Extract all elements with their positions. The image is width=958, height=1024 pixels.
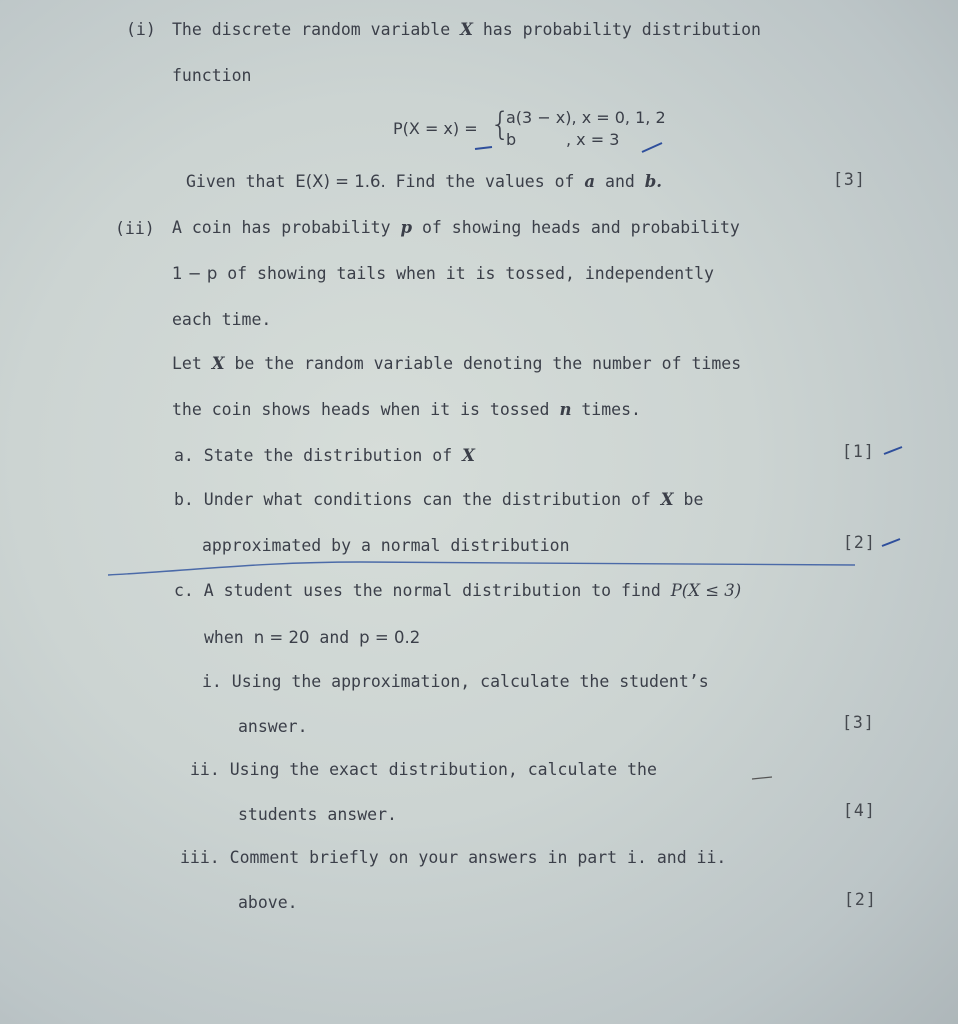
b-marks: [2]	[843, 533, 876, 552]
part-i-line1-text: The discrete random variable	[172, 20, 451, 39]
l5a: the coin shows heads when it is tossed	[172, 400, 550, 419]
pen-tick-1	[475, 147, 492, 149]
l5b: times.	[581, 400, 641, 419]
c-expr: P(X ≤ 3)	[670, 581, 742, 600]
l5n: n	[559, 400, 572, 419]
l4x: X	[211, 354, 225, 373]
part-i-marks: [3]	[833, 170, 866, 189]
cii-marks: [4]	[843, 801, 876, 820]
given-a: a	[584, 172, 596, 191]
question-cii-line1: ii. Using the exact distribution, calculate the	[190, 760, 657, 779]
pen-tick-4	[882, 539, 900, 546]
pen-tick-2	[642, 143, 662, 152]
question-ciii-line2: above.	[238, 893, 298, 912]
b-text: b. Under what conditions can the distribution of	[174, 490, 651, 509]
question-b-line2: approximated by a normal distribution	[202, 536, 570, 555]
brace: {	[490, 105, 511, 143]
question-ciii-line1: iii. Comment briefly on your answers in part i. and ii.	[180, 848, 727, 867]
part-ii-line3: each time.	[172, 310, 272, 329]
part-i-line2: function	[172, 66, 252, 85]
pmf-case1: a(3 − x), x = 0, 1, 2	[506, 108, 666, 127]
part-i-label: (i)	[126, 20, 156, 39]
a-text: a. State the distribution of	[174, 446, 453, 465]
question-ci-line2: answer.	[238, 717, 308, 736]
c-when: when	[204, 628, 244, 647]
l4b: be the random variable denoting the number of times	[234, 354, 742, 373]
pen-underline	[108, 562, 855, 575]
a-marks: [1]	[842, 442, 875, 461]
pmf-case2-b: b	[506, 130, 517, 149]
given-and: and	[605, 172, 635, 191]
c-and: and	[319, 628, 350, 647]
pmf-case2-cond: , x = 3	[566, 130, 620, 149]
b-x: X	[660, 490, 674, 509]
given-prefix: Given that	[186, 172, 286, 191]
a-x: X	[462, 446, 475, 465]
part-i-line1-end: has probability distribution	[482, 20, 761, 39]
ci-marks: [3]	[842, 713, 875, 732]
l1b: of showing heads and probability	[421, 218, 740, 237]
var-x: X	[460, 20, 473, 39]
question-ci-line1: i. Using the approximation, calculate the student’s	[202, 672, 709, 691]
var-p: p	[400, 218, 413, 237]
question-cii-line2: students answer.	[238, 805, 397, 824]
given-mid: Find the values of	[395, 172, 575, 191]
pen-dash	[752, 777, 772, 779]
c-n: n = 20	[253, 628, 310, 647]
part-ii-label: (ii)	[115, 219, 155, 238]
pen-tick-3	[884, 447, 902, 454]
l2b: of showing tails when it is tossed, independently	[227, 264, 714, 283]
l4a: Let	[172, 354, 202, 373]
l1a: A coin has probability	[172, 218, 391, 237]
pmf-lhs: P(X = x) =	[393, 119, 478, 138]
c-text: c. A student uses the normal distribution to find	[174, 581, 661, 600]
l2expr: 1 − p	[172, 264, 218, 283]
given-b: b.	[644, 172, 663, 191]
ciii-marks: [2]	[844, 890, 877, 909]
b-be: be	[683, 490, 704, 509]
c-p: p = 0.2	[359, 628, 421, 647]
given-expr: E(X) = 1.6.	[295, 172, 386, 191]
